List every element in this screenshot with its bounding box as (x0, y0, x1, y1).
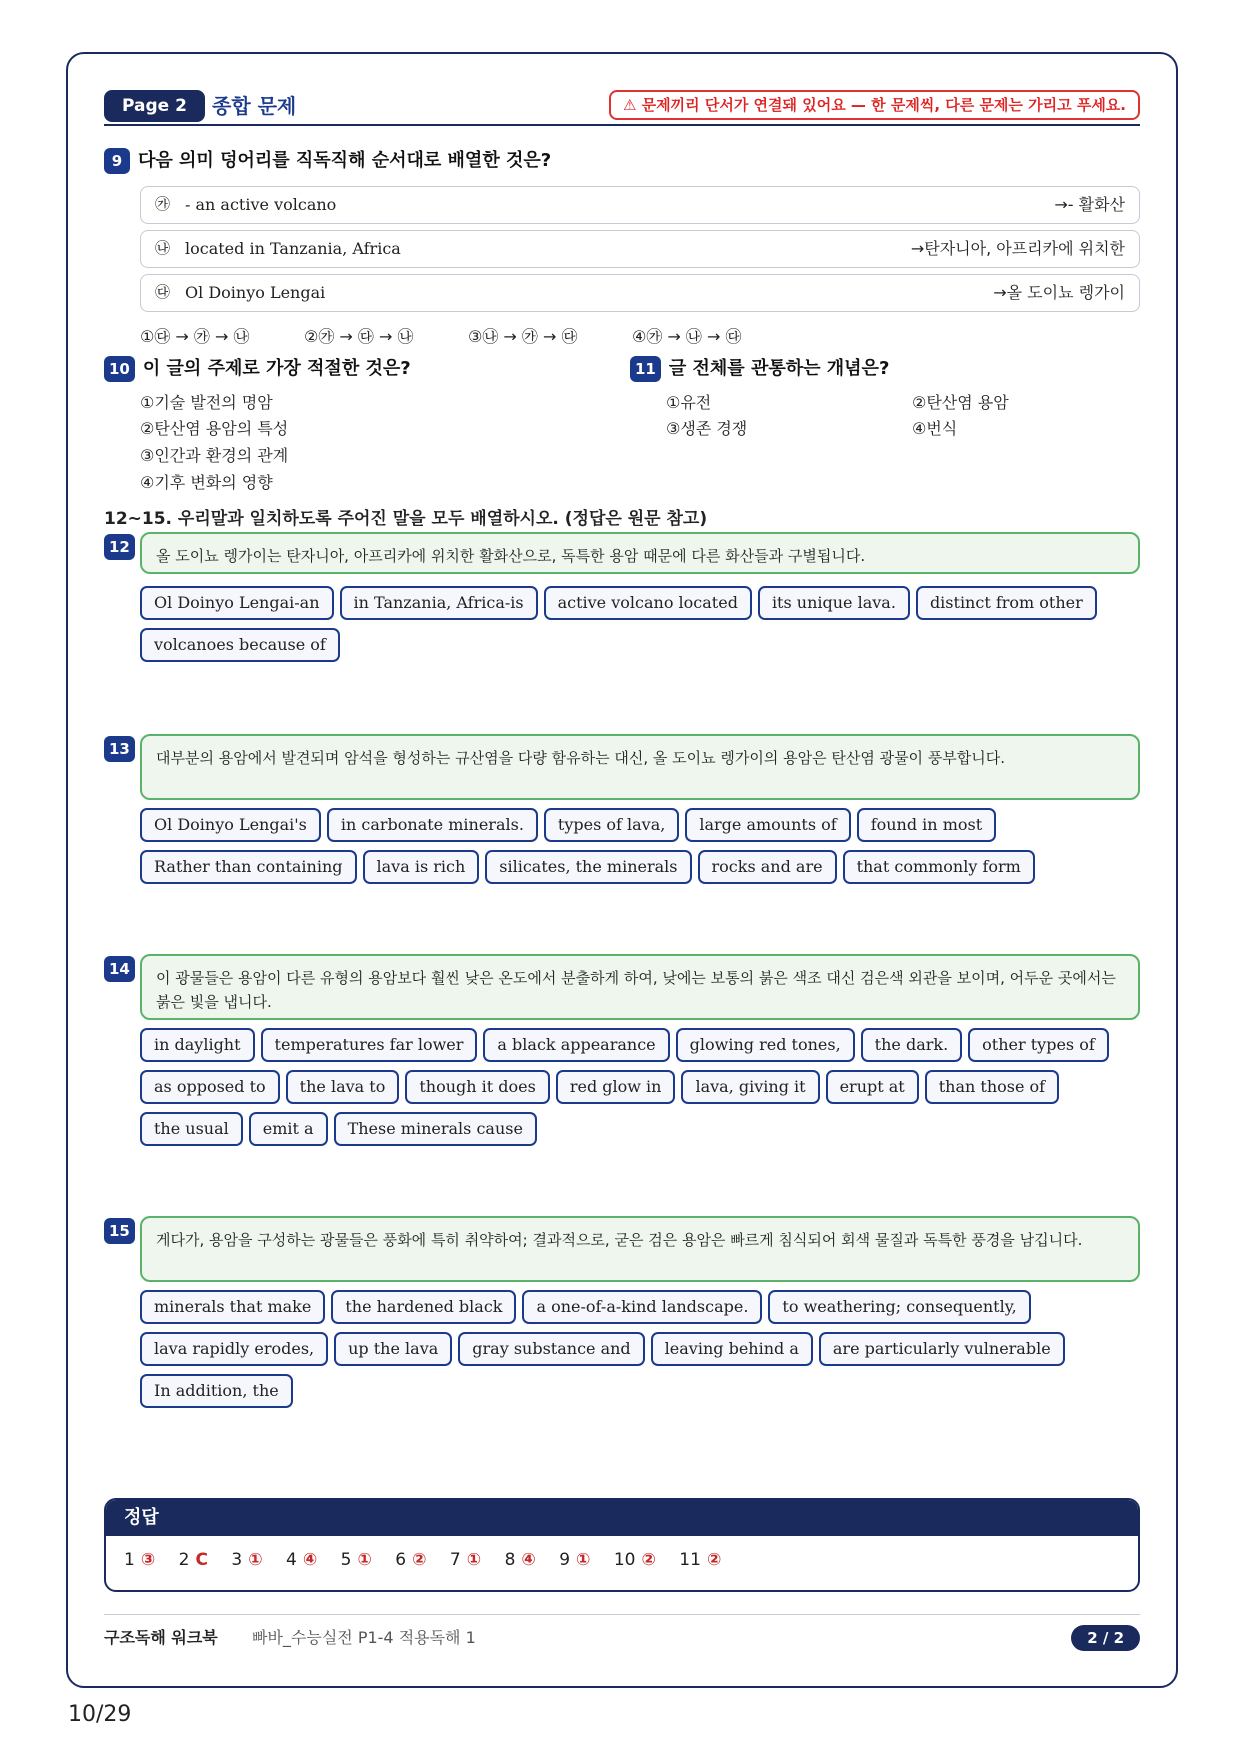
page-label: Page 2 (104, 90, 205, 122)
answer-item (559, 1550, 590, 1570)
answer-item (124, 1550, 155, 1570)
worksheet-page (66, 52, 1178, 1688)
answer-number: 7 (449, 1550, 461, 1570)
word-tile[interactable]: in daylight (140, 1028, 255, 1062)
warning-banner: ⚠ 문제끼리 단서가 연결돼 있어요 — 한 문제씩, 다른 문제는 가리고 푸세요. (609, 90, 1140, 120)
word-tile[interactable]: the usual (140, 1112, 243, 1146)
answer-number: 6 (395, 1550, 407, 1570)
question-14-badge: 14 (104, 956, 135, 982)
answer-item (341, 1550, 372, 1570)
chunk-korean: →올 도이뇨 렝가이 (993, 283, 1125, 302)
word-tile[interactable]: silicates, the minerals (485, 850, 691, 884)
word-tile[interactable]: up the lava (334, 1332, 452, 1366)
word-tile[interactable]: leaving behind a (651, 1332, 813, 1366)
answer-number: 10 (613, 1550, 636, 1570)
word-tile[interactable]: though it does (405, 1070, 550, 1104)
word-tile[interactable]: than those of (925, 1070, 1059, 1104)
word-tile[interactable]: the hardened black (331, 1290, 516, 1324)
chunk-english: Ol Doinyo Lengai (185, 283, 326, 302)
word-tile[interactable]: volcanoes because of (140, 628, 340, 662)
page-header (104, 90, 1140, 126)
word-tile[interactable]: other types of (968, 1028, 1109, 1062)
word-tile[interactable]: Ol Doinyo Lengai's (140, 808, 321, 842)
answer-key-list (106, 1536, 1138, 1570)
korean-sentence-box: 이 광물들은 용암이 다른 유형의 용암보다 훨씬 낮은 온도에서 분출하게 하여, 낮에는 보통의 붉은 색조 대신 검은색 외관을 보이며, 어두운 곳에서는 붉은 빛을 냅니다. (140, 954, 1140, 1020)
word-bank-row (140, 1112, 543, 1146)
question-15-badge: 15 (104, 1218, 135, 1244)
word-bank-row (140, 1332, 1071, 1366)
word-tile[interactable]: glowing red tones, (676, 1028, 855, 1062)
word-tile[interactable]: Rather than containing (140, 850, 357, 884)
answer-number: 1 (124, 1550, 135, 1570)
word-tile[interactable]: the dark. (861, 1028, 963, 1062)
answer-item (505, 1550, 536, 1570)
korean-sentence-box: 대부분의 용암에서 발견되며 암석을 형성하는 규산염을 다량 함유하는 대신, 올 도이뇨 렝가이의 용암은 탄산염 광물이 풍부합니다. (140, 734, 1140, 800)
answer-value: ① (576, 1550, 591, 1570)
korean-sentence-box: 올 도이뇨 렝가이는 탄자니아, 아프리카에 위치한 활화산으로, 독특한 용암 때문에 다른 화산들과 구별됩니다. (140, 532, 1140, 574)
chunk-korean: →- 활화산 (1054, 195, 1125, 214)
question-9-options (140, 324, 1140, 346)
question-11-options (666, 390, 1126, 440)
page-footer (104, 1614, 1140, 1654)
word-bank-row (140, 586, 1103, 620)
question-10-title (104, 354, 411, 382)
answer-value: ④ (302, 1550, 318, 1570)
word-bank-row (140, 628, 346, 662)
document-page-counter: 10/29 (68, 1702, 132, 1727)
question-9-title (104, 146, 551, 174)
answer-item (231, 1550, 262, 1570)
chunk-mark: ㉯ (155, 239, 171, 257)
word-tile[interactable]: a black appearance (483, 1028, 669, 1062)
word-tile[interactable]: Ol Doinyo Lengai-an (140, 586, 334, 620)
word-tile[interactable]: rocks and are (698, 850, 837, 884)
answer-number: 2 (178, 1550, 190, 1570)
word-tile[interactable]: lava, giving it (681, 1070, 819, 1104)
option-2[interactable]: ②탄산염 용암의 특성 (140, 419, 289, 438)
word-tile[interactable]: to weathering; consequently, (768, 1290, 1030, 1324)
question-text: 글 전체를 관통하는 개념은? (668, 358, 890, 379)
option-3[interactable]: ③인간과 환경의 관계 (140, 446, 289, 465)
chunk-english: - an active volcano (185, 195, 337, 214)
word-tile[interactable]: in Tanzania, Africa-is (340, 586, 538, 620)
question-12-badge: 12 (104, 534, 135, 560)
word-bank-row (140, 1290, 1037, 1324)
answer-key-box (104, 1498, 1140, 1592)
word-tile[interactable]: the lava to (286, 1070, 400, 1104)
answer-value: ① (248, 1550, 263, 1570)
option-4[interactable]: ④㉮ → ㉯ → ㉰ (632, 327, 742, 346)
question-number-badge: 11 (630, 356, 661, 382)
answer-item (395, 1550, 426, 1570)
word-tile[interactable]: a one-of-a-kind landscape. (522, 1290, 762, 1324)
question-11-title (630, 354, 889, 382)
word-bank-row (140, 1070, 1065, 1104)
word-tile[interactable]: In addition, the (140, 1374, 293, 1408)
answer-number: 9 (559, 1550, 571, 1570)
footer-page-indicator: 2 / 2 (1071, 1625, 1140, 1651)
word-tile[interactable]: that commonly form (843, 850, 1035, 884)
word-tile[interactable]: lava rapidly erodes, (140, 1332, 328, 1366)
chunk-english: located in Tanzania, Africa (185, 239, 401, 258)
word-tile[interactable]: temperatures far lower (261, 1028, 478, 1062)
word-tile[interactable]: gray substance and (458, 1332, 644, 1366)
word-tile[interactable]: found in most (857, 808, 996, 842)
word-tile[interactable]: These minerals cause (334, 1112, 537, 1146)
question-13-badge: 13 (104, 736, 135, 762)
chunk-mark: ㉰ (155, 283, 171, 301)
option-1[interactable]: ①㉰ → ㉮ → ㉯ (140, 327, 250, 346)
word-bank-row (140, 808, 1002, 842)
answer-number: 8 (504, 1550, 516, 1570)
option-1[interactable]: ①기술 발전의 명암 (140, 393, 273, 412)
answer-value: ③ (140, 1550, 156, 1570)
answer-number: 5 (340, 1550, 352, 1570)
option-2[interactable]: ②탄산염 용암 (912, 393, 1009, 412)
answer-value: ② (706, 1550, 722, 1570)
worksheet-content (104, 90, 1140, 1647)
answer-value: ② (641, 1550, 656, 1570)
answer-item (179, 1550, 208, 1570)
answer-item (286, 1550, 317, 1570)
answer-number: 4 (286, 1550, 297, 1570)
answer-item (450, 1550, 481, 1570)
word-bank-row (140, 1374, 299, 1408)
question-number-badge: 10 (104, 356, 135, 382)
answer-value: ② (412, 1550, 427, 1570)
word-tile[interactable]: distinct from other (916, 586, 1097, 620)
answer-value: ① (466, 1550, 482, 1570)
footer-subtitle: 빠바_수능실전 P1-4 적용독해 1 (252, 1628, 476, 1647)
footer-title: 구조독해 워크북 (104, 1628, 218, 1647)
word-tile[interactable]: active volcano located (544, 586, 752, 620)
word-bank-row (140, 1028, 1115, 1062)
chunk-mark: ㉮ (155, 195, 171, 213)
answer-value: ④ (521, 1550, 536, 1570)
option-3[interactable]: ③㉯ → ㉮ → ㉰ (468, 327, 578, 346)
answer-value: C (195, 1550, 208, 1570)
chunk-box (140, 230, 1140, 268)
page-title: 종합 문제 (212, 94, 297, 118)
word-tile[interactable]: minerals that make (140, 1290, 325, 1324)
question-10-options (140, 390, 580, 494)
word-bank-row (140, 850, 1041, 884)
answer-key-heading: 정답 (106, 1500, 1138, 1536)
section-instruction: 12~15. 우리말과 일치하도록 주어진 말을 모두 배열하시오. (정답은 원문 참고) (104, 509, 708, 529)
word-tile[interactable]: erupt at (826, 1070, 919, 1104)
answer-item (614, 1550, 656, 1570)
chunk-box (140, 274, 1140, 312)
word-tile[interactable]: its unique lava. (758, 586, 910, 620)
option-2[interactable]: ②㉮ → ㉰ → ㉯ (304, 327, 414, 346)
option-4[interactable]: ④번식 (912, 419, 958, 438)
word-tile[interactable]: as opposed to (140, 1070, 280, 1104)
chunk-box (140, 186, 1140, 224)
korean-sentence-box: 게다가, 용암을 구성하는 광물들은 풍화에 특히 취약하여; 결과적으로, 굳은 검은 용암은 빠르게 침식되어 회색 물질과 독특한 풍경을 남깁니다. (140, 1216, 1140, 1282)
word-tile[interactable]: types of lava, (544, 808, 679, 842)
answer-item (679, 1550, 721, 1570)
chunk-korean: →탄자니아, 아프리카에 위치한 (910, 239, 1125, 258)
option-3[interactable]: ③생존 경쟁 (666, 419, 748, 438)
question-text: 다음 의미 덩어리를 직독직해 순서대로 배열한 것은? (138, 150, 552, 171)
answer-number: 3 (231, 1550, 243, 1570)
option-1[interactable]: ①유전 (666, 393, 712, 412)
question-number-badge: 9 (104, 148, 130, 174)
word-tile[interactable]: red glow in (556, 1070, 676, 1104)
word-tile[interactable]: are particularly vulnerable (819, 1332, 1065, 1366)
word-tile[interactable]: in carbonate minerals. (327, 808, 538, 842)
question-text: 이 글의 주제로 가장 적절한 것은? (142, 358, 411, 379)
word-tile[interactable]: lava is rich (363, 850, 480, 884)
option-4[interactable]: ④기후 변화의 영향 (140, 473, 273, 492)
answer-number: 11 (679, 1550, 701, 1570)
answer-value: ① (357, 1550, 372, 1570)
word-tile[interactable]: emit a (249, 1112, 328, 1146)
word-tile[interactable]: large amounts of (685, 808, 850, 842)
